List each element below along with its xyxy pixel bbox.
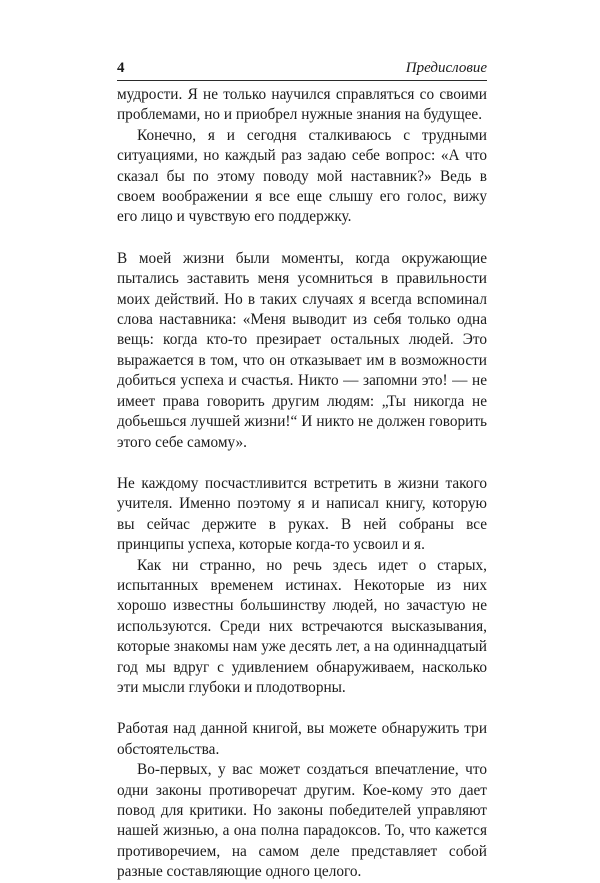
body-text [117, 85, 487, 883]
paragraph-three-circumstances: Работая над данной книгой, вы можете обнаружить три обстоятельства. [117, 720, 487, 758]
page-header [117, 60, 487, 82]
header-rule [117, 80, 487, 81]
paragraph-old-truths: Как ни странно, но речь здесь идет о старых, испытанных временем истинах. Некоторые из них хорошо известны большинству людей, но зачастую не используются. Среди них встречаются высказывания, которые знакомы нам уже десять лет, а на одиннадцатый год мы вдруг с удивлением обнаруживаем, насколько эти мысли глубоки и плодотворны. [117, 556, 487, 696]
paragraph-continuation: мудрости. Я не только научился справляться со своими проблемами, но и приобрел нужные знания на будущее. [117, 86, 487, 124]
paragraph-book-purpose: Не каждому посчастливится встретить в жизни такого учителя. Именно поэтому я и написал книгу, которую вы сейчас держите в руках. В ней собраны все принципы успеха, которые когда-то усвоил и я. [117, 474, 487, 554]
paragraph-mentor-words: В моей жизни были моменты, когда окружающие пытались заставить меня усомниться в правильности моих действий. Но в таких случаях я всегда вспоминал слова наставника: «Меня выводит из себя только одна вещь: когда кто-то презирает остальных людей. Это выражается в том, что он отказывает им в возможности добиться успеха и счастья. Никто — запомни это! — не имеет права говорить другим людям: „Ты никогда не добьешься лучшей жизни!“ И никто не должен говорить этого себе самому». [117, 249, 487, 451]
paragraph-first-circumstance: Во-первых, у вас может создаться впечатление, что одни законы противоречат другим. Кое-кому это дает повод для критики. Но законы победителей управляют нашей жизнью, а она полна парадоксов. То, что кажется противоречием, на самом деле представляет собой разные составляющие одного целого. [117, 761, 487, 881]
page-number: 4 [117, 60, 125, 76]
running-title: Предисловие [405, 60, 487, 76]
paragraph-mentor-question: Конечно, я и сегодня сталкиваюсь с трудными ситуациями, но каждый раз задаю себе вопрос: «А что сказал бы по этому поводу мой наставник?» Ведь в своем воображении я все еще слышу его голос, вижу его лицо и чувствую его поддержку. [117, 126, 487, 226]
